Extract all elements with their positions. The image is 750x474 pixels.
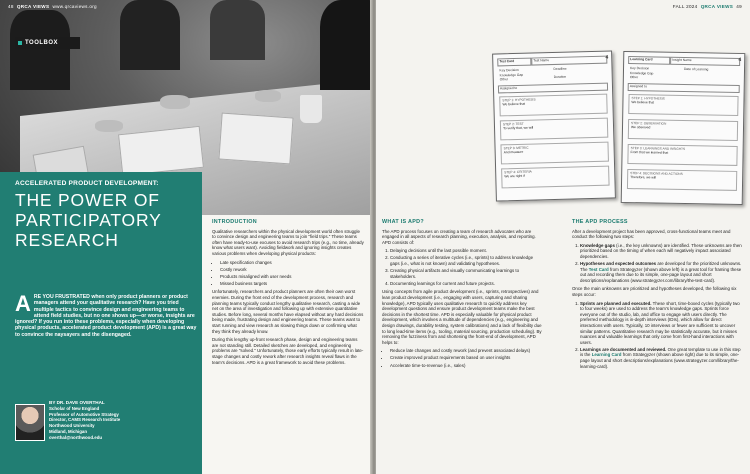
list-item: [580, 301, 742, 346]
magazine-name: QRCA VIEWS: [700, 4, 734, 9]
meta-label: Other: [629, 75, 639, 80]
process-paragraph: After a development project has been approved, cross-functional teams meet and conduct the following two steps:: [572, 228, 731, 240]
learning-card: [621, 51, 746, 205]
list-item: [580, 261, 742, 283]
issue-label: FALL 2024: [672, 4, 698, 9]
test-card: [492, 50, 616, 201]
magazine-url: www.qrcaviews.org: [52, 4, 97, 9]
section-tag: TOOLBOX: [15, 37, 80, 49]
lead-text: RE YOU FRUSTRATED when only product planners or product managers attend your qualitative research? Have you tried multiple tactics to convince design and engineering teams to attend field studies, but no one shows up—or worse, insights are ignored? If you run into these problems, especially when developing physical products, accelerated product development (APD) is a great way to convince the naysayers and the disengaged.: [15, 294, 197, 338]
item-text: from Strategyzer (shown above left) is a great tool for framing these out and recording them due to its simple, one-page layout and short descriptions/explanations (www.strategyzer.com/library/the-test-card).: [580, 266, 742, 283]
intro-paragraph: Unfortunately, researchers and product planners are often their own worst enemies. During the front end of the development process, research and planning teams typically conduct lengthy qualitative research, casting a wide net on the area of investigation and following up with extensive quantitative studies. Before long, several months have elapsed without any hard decisions being made, frustrating design and engineering teams. These teams want to start running and view research as slowing things down or confirming what they think they already know.: [212, 289, 364, 334]
meta-label: Key Decision: [630, 66, 650, 71]
author-org: Northwood University: [49, 423, 95, 429]
author-location: Midland, Michigan: [49, 428, 88, 434]
item-text: from Strategyzer (shown above right) due to its simple, one-page layout and short descriptions/explanations (www.strategyzer.com/library/the-learning-card).: [580, 352, 740, 369]
left-running-head: [8, 4, 97, 9]
duration-label: Duration: [553, 74, 567, 79]
intro-paragraph: Qualitative researchers within the physical development world often struggle to convince design and engineering teams to join "field trips." These teams often have ready-to-use excuses to avoid research trips (e.g., no time, already know what users want). Avoiding fieldwork and ignoring insights creates various problems when developing physical products:: [212, 228, 364, 256]
magazine-name: QRCA VIEWS: [16, 4, 50, 9]
list-item: • Create improved product requirements based on user insights: [390, 355, 542, 361]
meta-label: Key Decision: [499, 67, 519, 73]
intro-paragraph: During this lengthy up-front research phase, design and engineering teams are not standing still. Detailed sketches are developed, and engineering problems are "solved." Unfortunately, those early efforts typically result in late-stage changes and costly rework after research insights reveal flaws in the team's decisions. APD is a great framework to avoid these problems.: [212, 337, 364, 365]
article-title: THE POWER OF PARTICIPATORY RESEARCH: [15, 190, 162, 250]
list-item: 2. Conducting a series of iterative cycles (i.e., sprints) to address knowledge gaps (i.e., what is not known) and validating hypotheses.: [390, 255, 542, 266]
page-number: 49: [736, 4, 742, 9]
pre-steps-list: [572, 243, 742, 284]
card-step: [500, 118, 608, 141]
item-text: One great template to use in this step is the: [580, 346, 741, 358]
author-byline: BY DR. DAVE OVERTHAL: [49, 400, 105, 405]
item-text: (i.e., the key unknowns) are identified. These unknowns are then prioritized based on the timing of when each will negatively impact associated dependencies.: [580, 242, 742, 259]
card-step: [628, 94, 738, 116]
learning-card-title: Learning Card: [630, 57, 653, 62]
meta-label: Knowledge Gap: [499, 72, 524, 77]
item-text: are developed for the prioritized unknowns. The: [580, 261, 742, 272]
list-item: • Late specification changes: [220, 260, 364, 266]
list-item: • Missed business targets: [220, 281, 364, 287]
apd-components-list: [382, 248, 542, 286]
item-lead: Knowledge gaps: [580, 242, 615, 248]
deadline-label: Deadline: [553, 66, 567, 71]
item-lead: Hypotheses and expected outcomes: [580, 261, 657, 267]
list-item: [580, 347, 742, 369]
step-value: And measure: [503, 149, 524, 155]
left-page: [0, 0, 372, 474]
test-name-label: Test Name: [533, 58, 550, 63]
assigned-label: Assigned to: [629, 84, 647, 89]
author-title: Director, CAMS Research Institute: [49, 417, 121, 423]
what-paragraph: Using concepts from agile product development (i.e., sprints, retrospectives) and lean product development (i.e., engaging with users, capturing and sharing knowledge), APD typically uses qualitative research to quickly address key development questions and ensure product development teams make the best decisions in the shortest time. APD is especially valuable for physical product development, which involves a multitude of dependencies (e.g., engineering and design drawings, durability testing, system calibrations) and a lack of flexibility due to long lead-time items (e.g., tooling, material sourcing, production scheduling). By removing the fuzziness from and shortening the front-end of development, APD helps to:: [382, 289, 542, 345]
author-email[interactable]: overthal@northwood.edu: [49, 434, 103, 440]
list-item: • Reduce late changes and costly rework (and prevent associated delays): [390, 348, 542, 354]
intro-heading: INTRODUCTION: [212, 219, 257, 225]
list-item: • Products misaligned with user needs: [220, 274, 364, 280]
article-kicker: ACCELERATED PRODUCT DEVELOPMENT:: [15, 180, 159, 187]
process-heading: THE APD PROCESS: [572, 219, 628, 225]
step-value: Therefore, we will: [630, 175, 657, 180]
six-steps-list: [572, 301, 742, 370]
step-label: STEP 1: HYPOTHESIS: [631, 96, 665, 101]
assigned-label: Assigned to: [499, 85, 518, 91]
list-item: 4. Documenting learnings for current and future projects.: [390, 281, 542, 287]
card-step: [500, 142, 608, 165]
step-label: STEP 4: DECISIONS AND ACTIONS: [630, 171, 683, 177]
item-text: These short, time-boxed cycles (typically two to four weeks) are used to address the team's knowledge gaps. Sprints force everyone out of the studio, lab, and office to engage with users directly. The preferred methodology is in-depth interviews (IDIs), which allow for direct interactions with users. Typically, 10 interviews or fewer are sufficient to uncover similar patterns. Quantitative research may be statistically accurate, but it misses nuances and valuable learnings that only come from first-hand interactions with users.: [580, 300, 740, 345]
step-label: STEP 2: OBSERVATION: [631, 121, 667, 126]
step-label: STEP 4: CRITERIA: [504, 169, 532, 175]
what-heading: WHAT IS APD?: [382, 219, 424, 225]
right-running-head: [673, 4, 742, 9]
item-lead: Learnings are documented and reviewed.: [580, 346, 667, 352]
right-page: [376, 0, 750, 474]
step-label: STEP 3: LEARNINGS AND INSIGHTS: [630, 146, 686, 152]
learning-card-link[interactable]: Learning Card: [591, 352, 622, 358]
card-step: [499, 94, 607, 117]
card-step: [627, 169, 737, 191]
meta-label: Other: [499, 77, 509, 82]
step-value: We observed: [630, 125, 651, 130]
step-value: We believe that: [502, 101, 526, 107]
card-step: [627, 144, 737, 166]
card-step: [501, 166, 609, 189]
drop-cap: A: [15, 291, 31, 316]
step-value: We believe that: [631, 100, 655, 105]
test-card-title: Test Card: [499, 59, 515, 64]
list-item: 3. Creating physical artifacts and visually communicating learnings to stakeholders.: [390, 268, 542, 279]
step-value: From that we learned that: [630, 150, 669, 155]
apd-process-column: [572, 220, 742, 372]
step-label: STEP 1: HYPOTHESIS: [502, 97, 536, 103]
list-item: • Costly rework: [220, 267, 364, 273]
what-paragraph: The APD process focuses on creating a team of research advocates who are engaged in all aspects of research planning, execution, analysis, and reporting. APD consists of:: [382, 228, 536, 245]
problem-list: [212, 260, 364, 287]
step-value: To verify that, we will: [502, 125, 534, 131]
item-lead: Sprints are planned and executed.: [580, 300, 652, 306]
list-item: 1. Delaying decisions until the last possible moment.: [390, 248, 542, 254]
intro-column: [212, 220, 364, 368]
step-value: We are right if: [504, 173, 525, 179]
list-item: • Accelerate time-to-revenue (i.e., sales): [390, 363, 542, 369]
list-item: [580, 243, 742, 260]
card-page-number: 4: [738, 56, 742, 64]
date-label: Date of Learning: [683, 67, 709, 72]
card-page-number: 4: [605, 54, 609, 61]
step-label: STEP 3: METRIC: [503, 145, 529, 151]
test-card-link[interactable]: Test Card: [588, 266, 609, 272]
process-paragraph: Once the main unknowns are prioritized and hypotheses developed, the following six steps occur:: [572, 286, 737, 298]
what-is-apd-column: [382, 220, 542, 371]
article-lead: [15, 291, 197, 338]
meta-label: Knowledge Gap: [629, 70, 654, 75]
author-title: Scholar of New England: [49, 405, 100, 411]
insight-name-label: Insight Name: [672, 57, 692, 63]
author-photo: [15, 404, 45, 441]
page-number: 48: [8, 4, 14, 9]
step-label: STEP 2: TEST: [502, 121, 524, 127]
card-step: [628, 119, 738, 141]
benefits-list: [382, 348, 542, 368]
author-title: Professor of Automotive Strategy: [49, 411, 119, 417]
